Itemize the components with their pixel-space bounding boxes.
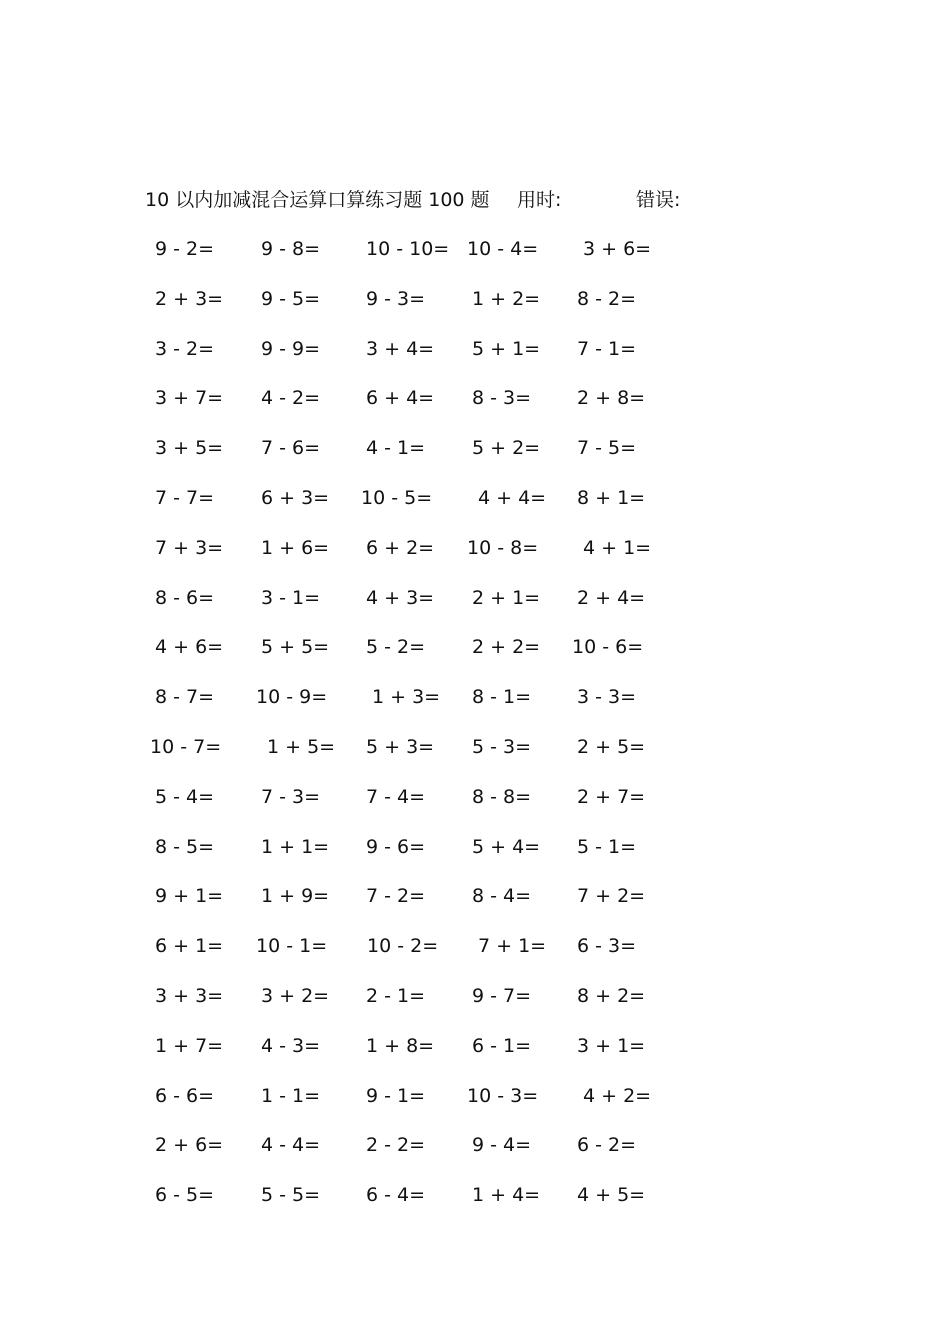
problem-item: 7 + 3= [155,536,224,559]
problem-item: 5 - 2= [366,636,426,659]
problem-item: 9 - 7= [472,984,532,1007]
problem-item: 1 + 1= [261,835,330,858]
problem-item: 10 - 6= [572,636,644,659]
problem-item: 5 + 3= [366,735,435,758]
problem-item: 10 - 4= [467,238,539,260]
problem-item: 8 + 1= [577,486,646,509]
problem-item: 10 - 2= [367,935,439,958]
problem-item: 7 + 1= [478,935,547,958]
problem-item: 7 - 1= [577,337,637,360]
problem-grid [0,235,950,1231]
problem-item: 6 + 2= [366,536,435,559]
problem-item: 5 - 1= [577,835,637,858]
problem-item: 8 - 1= [472,686,532,709]
problem-item: 6 - 1= [472,1034,532,1057]
problem-item: 10 - 8= [467,536,539,559]
problem-item: 4 + 3= [366,586,435,609]
problem-item: 3 + 1= [577,1034,646,1057]
problem-row [0,1181,950,1231]
problem-item: 7 - 3= [261,785,321,808]
problem-item: 7 - 4= [366,785,426,808]
problem-item: 8 - 8= [472,785,532,808]
problem-item: 6 - 5= [155,1184,215,1207]
problem-item: 5 - 5= [261,1184,321,1207]
problem-item: 5 + 2= [472,437,541,460]
problem-item: 1 + 8= [366,1034,435,1057]
problem-item: 8 - 2= [577,287,637,310]
problem-item: 1 + 2= [472,287,541,310]
problem-item: 1 + 5= [267,735,336,758]
problem-row [0,1082,950,1132]
problem-row [0,285,950,335]
problem-row [0,982,950,1032]
problem-item: 4 + 2= [583,1084,652,1107]
problem-item: 9 - 9= [261,337,321,360]
time-label: 用时: [517,189,562,211]
problem-item: 8 - 7= [155,686,215,709]
problem-row [0,633,950,683]
problem-item: 1 + 6= [261,536,330,559]
problem-item: 7 - 6= [261,437,321,460]
problem-item: 2 - 2= [366,1134,426,1157]
problem-item: 2 + 1= [472,586,541,609]
problem-row [0,384,950,434]
problem-item: 4 - 2= [261,387,321,410]
problem-item: 8 + 2= [577,984,646,1007]
problem-row [0,683,950,733]
problem-item: 1 + 7= [155,1034,224,1057]
problem-row [0,1032,950,1082]
problem-item: 8 - 5= [155,835,215,858]
problem-item: 4 - 3= [261,1034,321,1057]
error-label: 错误: [636,189,681,211]
problem-item: 3 + 6= [583,238,652,260]
problem-item: 9 - 3= [366,287,426,310]
problem-item: 3 + 7= [155,387,224,410]
problem-item: 2 + 8= [577,387,646,410]
problem-item: 1 + 9= [261,885,330,908]
problem-item: 4 + 6= [155,636,224,659]
problem-item: 2 + 3= [155,287,224,310]
problem-item: 3 + 4= [366,337,435,360]
problem-row [0,882,950,932]
problem-item: 9 - 1= [366,1084,426,1107]
problem-item: 1 - 1= [261,1084,321,1107]
problem-item: 6 + 1= [155,935,224,958]
problem-item: 8 - 6= [155,586,215,609]
problem-item: 2 + 4= [577,586,646,609]
problem-item: 5 + 5= [261,636,330,659]
problem-item: 6 + 3= [261,486,330,509]
problem-item: 9 - 6= [366,835,426,858]
problem-item: 4 + 1= [583,536,652,559]
problem-row [0,335,950,385]
problem-item: 3 - 1= [261,586,321,609]
problem-item: 10 - 7= [150,735,222,758]
problem-item: 5 - 4= [155,785,215,808]
problem-item: 10 - 3= [467,1084,539,1107]
problem-item: 10 - 1= [256,935,328,958]
problem-item: 9 - 8= [261,238,321,260]
problem-item: 6 + 4= [366,387,435,410]
problem-item: 2 + 2= [472,636,541,659]
problem-item: 9 + 1= [155,885,224,908]
problem-item: 2 + 7= [577,785,646,808]
problem-item: 5 + 4= [472,835,541,858]
worksheet-header [145,186,845,214]
problem-item: 9 - 5= [261,287,321,310]
problem-item: 10 - 5= [361,486,433,509]
problem-item: 3 + 5= [155,437,224,460]
problem-item: 1 + 4= [472,1184,541,1207]
problem-row [0,932,950,982]
problem-item: 3 - 2= [155,337,215,360]
problem-item: 4 + 5= [577,1184,646,1207]
problem-item: 5 + 1= [472,337,541,360]
problem-item: 10 - 9= [256,686,328,709]
problem-row [0,434,950,484]
problem-item: 2 + 6= [155,1134,224,1157]
worksheet-title: 10 以内加减混合运算口算练习题 100 题 [145,189,490,211]
problem-item: 3 - 3= [577,686,637,709]
problem-row [0,584,950,634]
problem-item: 6 - 6= [155,1084,215,1107]
problem-item: 7 - 2= [366,885,426,908]
problem-item: 2 + 5= [577,735,646,758]
problem-item: 7 + 2= [577,885,646,908]
problem-item: 1 + 3= [372,686,441,709]
problem-item: 6 - 2= [577,1134,637,1157]
problem-item: 4 - 1= [366,437,426,460]
problem-item: 6 - 3= [577,935,637,958]
problem-row [0,534,950,584]
problem-item: 6 - 4= [366,1184,426,1207]
problem-item: 7 - 5= [577,437,637,460]
problem-row [0,1131,950,1181]
problem-row [0,235,950,285]
problem-item: 9 - 2= [155,238,215,260]
problem-item: 5 - 3= [472,735,532,758]
problem-item: 9 - 4= [472,1134,532,1157]
problem-item: 2 - 1= [366,984,426,1007]
problem-row [0,783,950,833]
problem-item: 3 + 3= [155,984,224,1007]
problem-item: 10 - 10= [366,238,450,260]
problem-item: 8 - 3= [472,387,532,410]
problem-item: 3 + 2= [261,984,330,1007]
problem-row [0,733,950,783]
problem-item: 4 + 4= [478,486,547,509]
problem-item: 7 - 7= [155,486,215,509]
problem-item: 8 - 4= [472,885,532,908]
problem-row [0,833,950,883]
problem-item: 4 - 4= [261,1134,321,1157]
problem-row [0,484,950,534]
